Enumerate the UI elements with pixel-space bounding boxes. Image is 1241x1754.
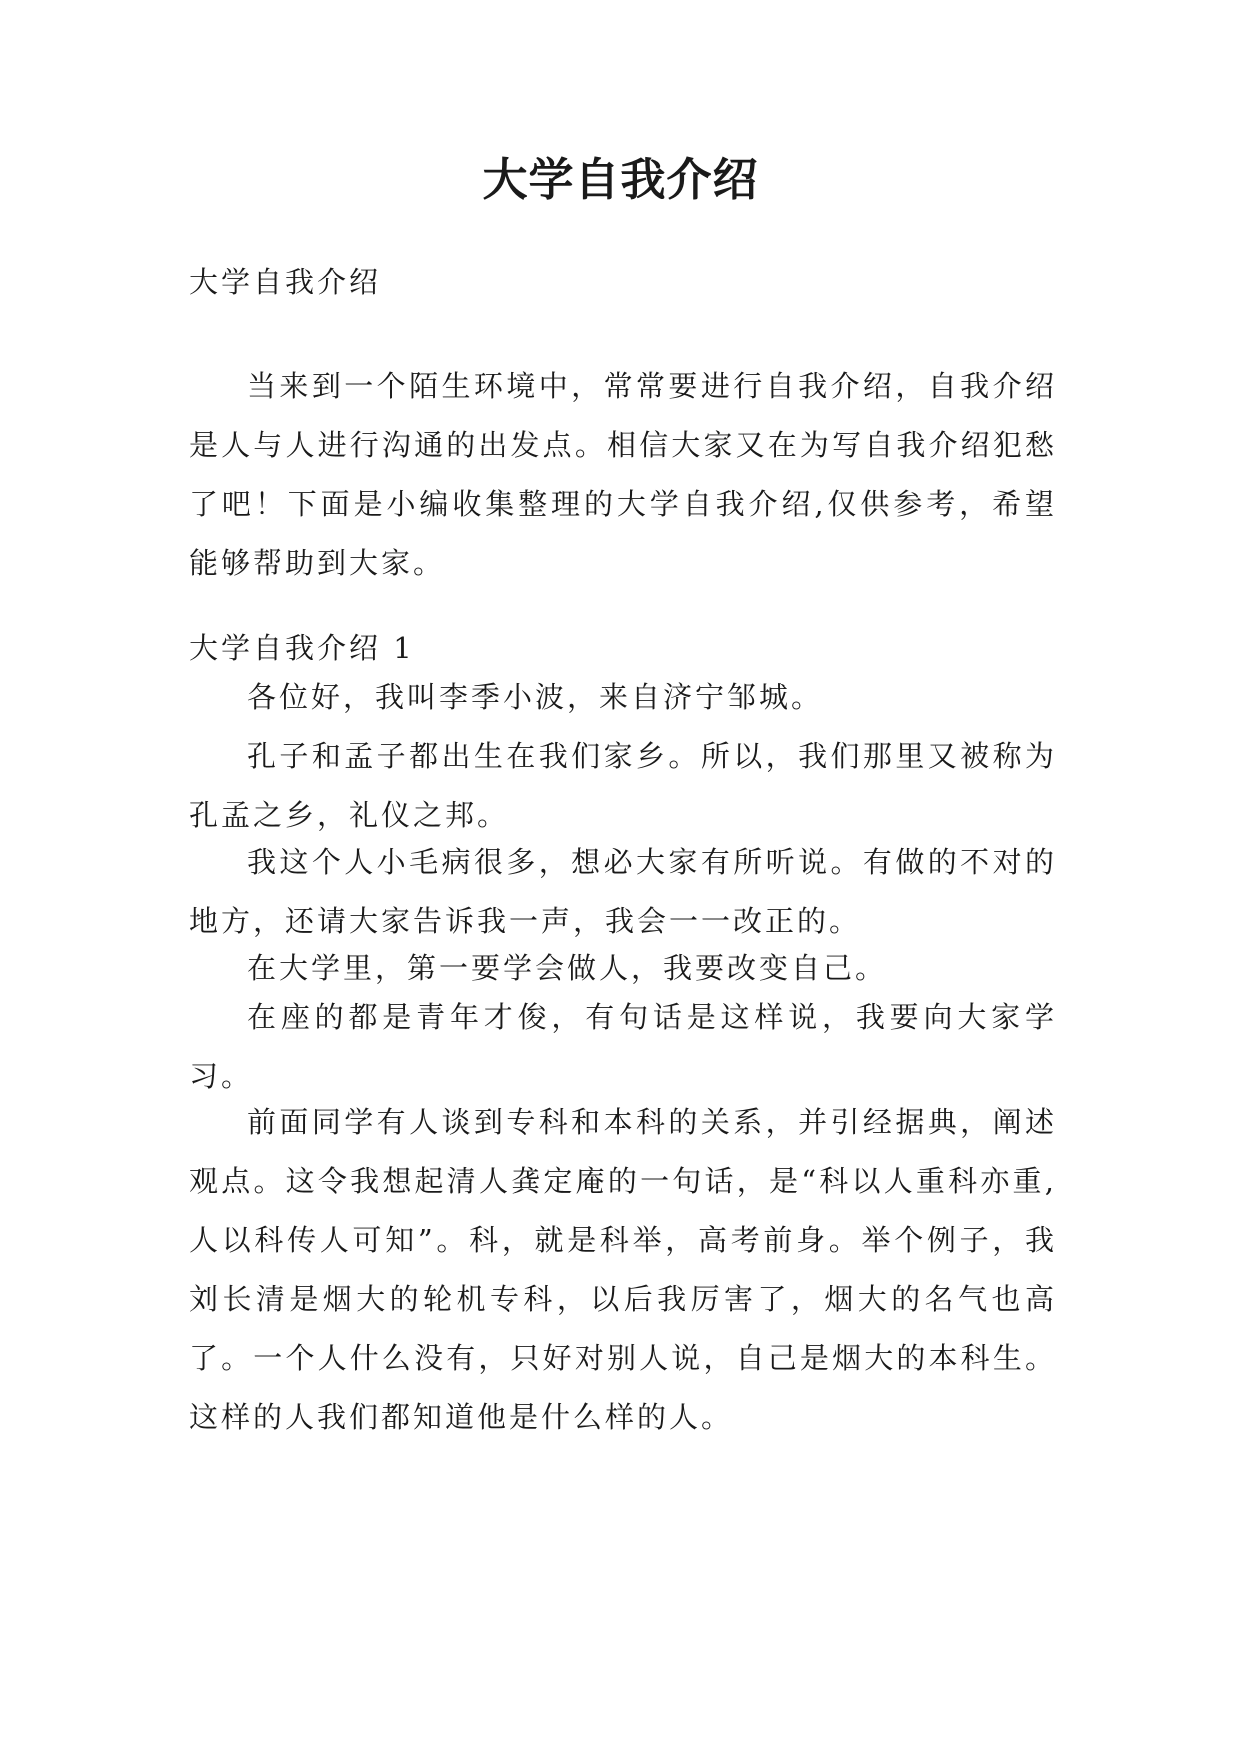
section-heading: 大学自我介绍 1 [189,631,415,665]
paragraph: 前面同学有人谈到专科和本科的关系，并引经据典，阐述观点。这令我想起清人龚定庵的一句话，是“科以人重科亦重,人以科传人可知”。科，就是科举，高考前身。举个例子，我刘长清是烟大的轮机专科，以后我厉害了，烟大的名气也高了。一个人什么没有，只好对别人说，自己是烟大的本科生。这样的人我们都知道他是什么样的人。 [189,1105,1057,1434]
paragraph: 孔子和孟子都出生在我们家乡。所以，我们那里又被称为孔孟之乡，礼仪之邦。 [189,739,1057,832]
document-heading: 大学自我介绍 [189,265,382,299]
paragraph: 在座的都是青年才俊，有句话是这样说，我要向大家学习。 [189,1000,1057,1093]
paragraph: 各位好，我叫李季小波，来自济宁邹城。 [247,680,824,714]
paragraph: 我这个人小毛病很多，想必大家有所听说。有做的不对的地方，还请大家告诉我一声，我会一一改正的。 [189,845,1057,938]
paragraph: 在大学里，第一要学会做人，我要改变自己。 [247,951,888,985]
intro-paragraph: 当来到一个陌生环境中，常常要进行自我介绍，自我介绍是人与人进行沟通的出发点。相信大家又在为写自我介绍犯愁了吧！下面是小编收集整理的大学自我介绍,仅供参考，希望能够帮助到大家。 [189,369,1057,580]
document-title: 大学自我介绍 [482,153,759,206]
